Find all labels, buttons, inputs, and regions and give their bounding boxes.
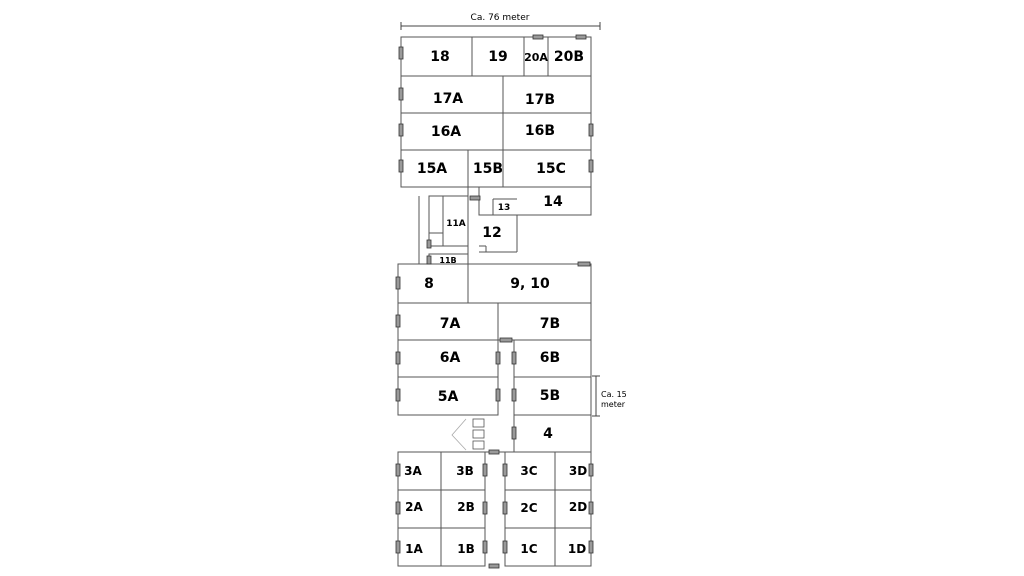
room-label-14: 14 [543,194,563,210]
door [576,35,586,39]
room-label-16a: 16A [430,124,462,140]
width-dimension [401,13,600,30]
door [512,352,516,364]
room-label-2d: 2D [568,500,588,514]
door [589,541,593,553]
door [396,389,400,401]
room-label-1c: 1C [520,542,538,556]
room-label-17b: 17B [524,92,556,108]
room-label-3c: 3C [520,464,538,478]
door [589,124,593,136]
height-dimension-label-1: Ca. 15 [601,390,627,399]
room-label-6b: 6B [539,350,561,366]
width-dimension-label: Ca. 76 meter [470,13,530,23]
room-label-15a: 15A [416,161,448,177]
door [483,541,487,553]
room-label-8: 8 [424,276,434,292]
door [396,315,400,327]
door [512,427,516,439]
door [589,464,593,476]
door [483,464,487,476]
room-label-1d: 1D [567,542,587,556]
room-label-3a: 3A [404,464,422,478]
room-label-16b: 16B [524,123,556,139]
door [483,502,487,514]
bottom-block-walls [398,452,591,566]
door [396,464,400,476]
room-label-5a: 5A [437,389,459,405]
door [399,47,403,59]
door [399,124,403,136]
door [589,160,593,172]
door [489,450,499,454]
room-label-2b: 2B [457,500,475,514]
room-label-3d: 3D [568,464,588,478]
room-label-6a: 6A [439,350,461,366]
door [489,564,499,568]
room-label-1b: 1B [457,542,475,556]
door [496,389,500,401]
door [470,196,480,200]
door [503,502,507,514]
door [399,160,403,172]
room-label-12: 12 [482,225,502,241]
room-label-11b: 11B [439,256,457,265]
room-label-2c: 2C [520,501,538,515]
room-label-19: 19 [488,49,508,65]
door [503,464,507,476]
room-label-11a: 11A [446,219,466,229]
room-label-9-10: 9, 10 [510,276,550,292]
door [427,256,431,264]
door [512,389,516,401]
room-label-7b: 7B [539,316,561,332]
middle-block-walls [398,264,591,452]
door [500,338,512,342]
door [589,502,593,514]
stair-detail [452,419,484,450]
room-label-3b: 3B [456,464,474,478]
door [396,541,400,553]
room-label-18: 18 [430,49,450,65]
door [496,352,500,364]
room-label-20b: 20B [553,49,585,65]
door [396,277,400,289]
room-label-17a: 17A [432,91,464,107]
doors [396,35,593,568]
height-dimension [592,376,627,416]
door [503,541,507,553]
door [427,240,431,248]
door [533,35,543,39]
height-dimension-label-2: meter [601,400,626,409]
room-label-15c: 15C [536,161,566,177]
room-label-7a: 7A [439,316,461,332]
room-label-20a: 20A [524,51,548,64]
room-label-4: 4 [543,426,553,442]
door [396,502,400,514]
room-label-5b: 5B [539,388,561,404]
door [396,352,400,364]
room-label-13: 13 [497,203,511,213]
door [399,88,403,100]
room-label-2a: 2A [405,500,423,514]
door [578,262,590,266]
room-label-15b: 15B [472,161,504,177]
room-label-1a: 1A [405,542,423,556]
